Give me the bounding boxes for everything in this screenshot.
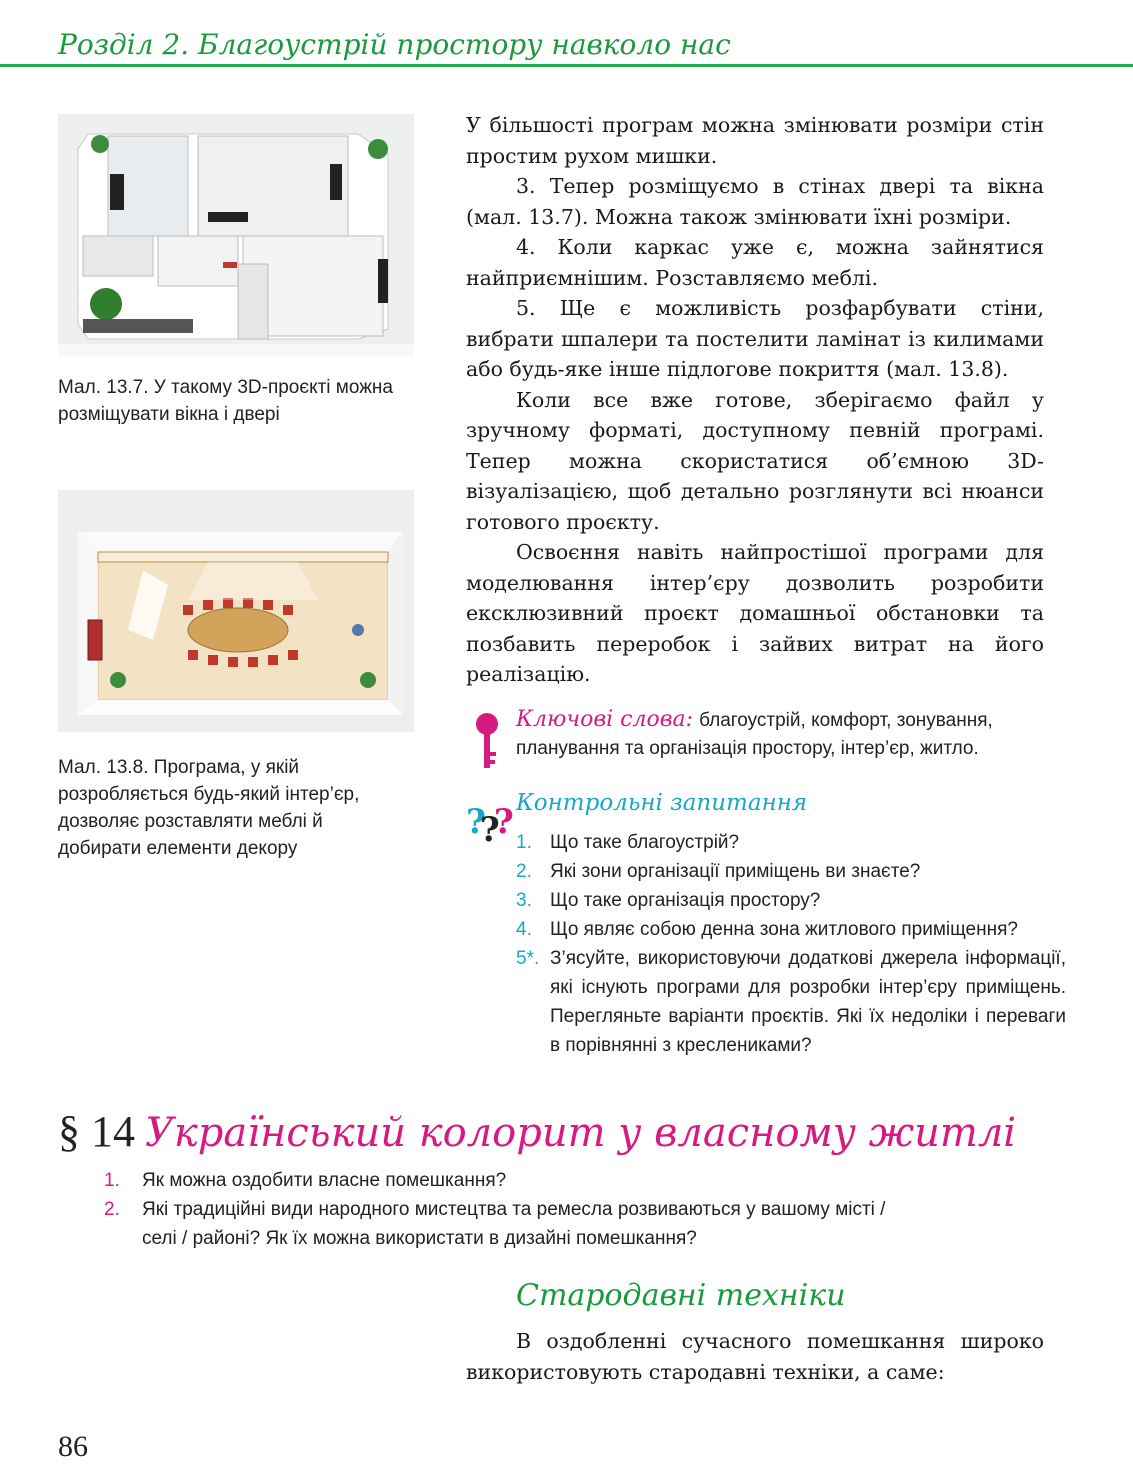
question-text: Які зони організації приміщень ви знаєте? <box>550 861 921 882</box>
questions-title: Контрольні запитання <box>516 790 808 816</box>
main-text-column <box>466 110 1044 690</box>
subsection-text <box>466 1326 1044 1387</box>
question-number: 1. <box>516 832 532 853</box>
section-heading <box>58 1106 1016 1157</box>
paragraph-2: 3. Тепер розміщуємо в стінах двері та вікна (мал. 13.7). Можна також змінювати їхні розміри. <box>466 174 1044 229</box>
page-header <box>0 0 1133 70</box>
question-number: 5*. <box>516 948 540 969</box>
list-item <box>516 886 1066 915</box>
keywords-text: благоустрій, комфорт, зонування, планування та організація простору, інтер’єр, житло. <box>516 710 993 759</box>
list-item <box>516 944 1066 1060</box>
intro-question-text: Як можна оздобити власне помешкання? <box>142 1170 507 1191</box>
header-rule <box>0 64 1133 67</box>
paragraph-4: 5. Ще є можливість розфарбувати стіни, вибрати шпалери та постелити ламінат із килимами або будь-яке інше підлогове покриття (мал. 13.8). <box>466 296 1044 381</box>
page-number: 86 <box>58 1430 88 1463</box>
question-text: Що являє собою денна зона житлового приміщення? <box>550 919 1018 940</box>
chapter-title: Розділ 2. Благоустрій простору навколо нас <box>58 28 731 61</box>
question-number: 2. <box>516 861 532 882</box>
question-text: З’ясуйте, використовуючи додаткові джерела інформації, які існують програми для розробки інтер’єру приміщень. Перегляньте варіанти проєктів. Які їх недоліки і переваги в порівнянні з креслениками? <box>550 948 1066 1056</box>
intro-question-text: Які традиційні види народного мистецтва та ремесла розвиваються у вашому місті / селі / районі? Як їх можна використати в дизайні помешкання? <box>142 1199 886 1249</box>
keywords-title: Ключові слова: <box>516 707 694 732</box>
key-icon <box>472 712 502 772</box>
list-item <box>516 828 1066 857</box>
subsection-heading: Стародавні техніки <box>516 1278 846 1313</box>
paragraph-3: 4. Коли каркас уже є, можна зайнятися найприємнішим. Розставляємо меблі. <box>466 235 1044 290</box>
figure-floor-plan-image <box>58 114 414 356</box>
list-item <box>516 915 1066 944</box>
intro-question-number: 1. <box>104 1170 120 1191</box>
section-number: § 14 <box>58 1107 135 1156</box>
section-title: Український колорит у власному житлі <box>145 1110 1017 1156</box>
list-item <box>516 857 1066 886</box>
list-item <box>104 1195 904 1253</box>
intro-question-number: 2. <box>104 1199 120 1220</box>
paragraph-5: Коли все вже готове, зберігаємо файл у зручному форматі, доступному певній програмі. Тепер можна скористатися об’ємною 3D-візуалізацією, щоб детально розглянути всі нюанси готового проєкту. <box>466 387 1044 534</box>
question-number: 3. <box>516 890 532 911</box>
figure-13-7-caption: Мал. 13.7. У такому 3D-проєкті можна розміщувати вікна і двері <box>58 377 393 425</box>
figure-interior-render-image <box>58 490 414 732</box>
questions-list <box>516 828 1066 1060</box>
paragraph-1: У більшості програм можна змінювати розміри стін простим рухом мишки. <box>466 113 1044 168</box>
question-marks-icon: ??? <box>466 802 514 850</box>
question-number: 4. <box>516 919 532 940</box>
list-item <box>104 1166 904 1195</box>
question-text: Що таке благоустрій? <box>550 832 740 853</box>
subsection-paragraph: В оздобленні сучасного помешкання широко використовують стародавні техніки, а саме: <box>466 1329 1044 1384</box>
question-text: Що таке організація простору? <box>550 890 821 911</box>
paragraph-6: Освоєння навіть найпростішої програми для моделювання інтер’єру дозволить розробити ексклюзивний проєкт домашньої обстановки та позбавить переробок і зайвих витрат на його реалізацію. <box>466 540 1044 686</box>
intro-questions-list <box>104 1166 904 1253</box>
figure-13-8-caption: Мал. 13.8. Програма, у якій розробляється будь-який інтер’єр, дозволяє розставляти меблі й добирати елементи декору <box>58 757 360 859</box>
